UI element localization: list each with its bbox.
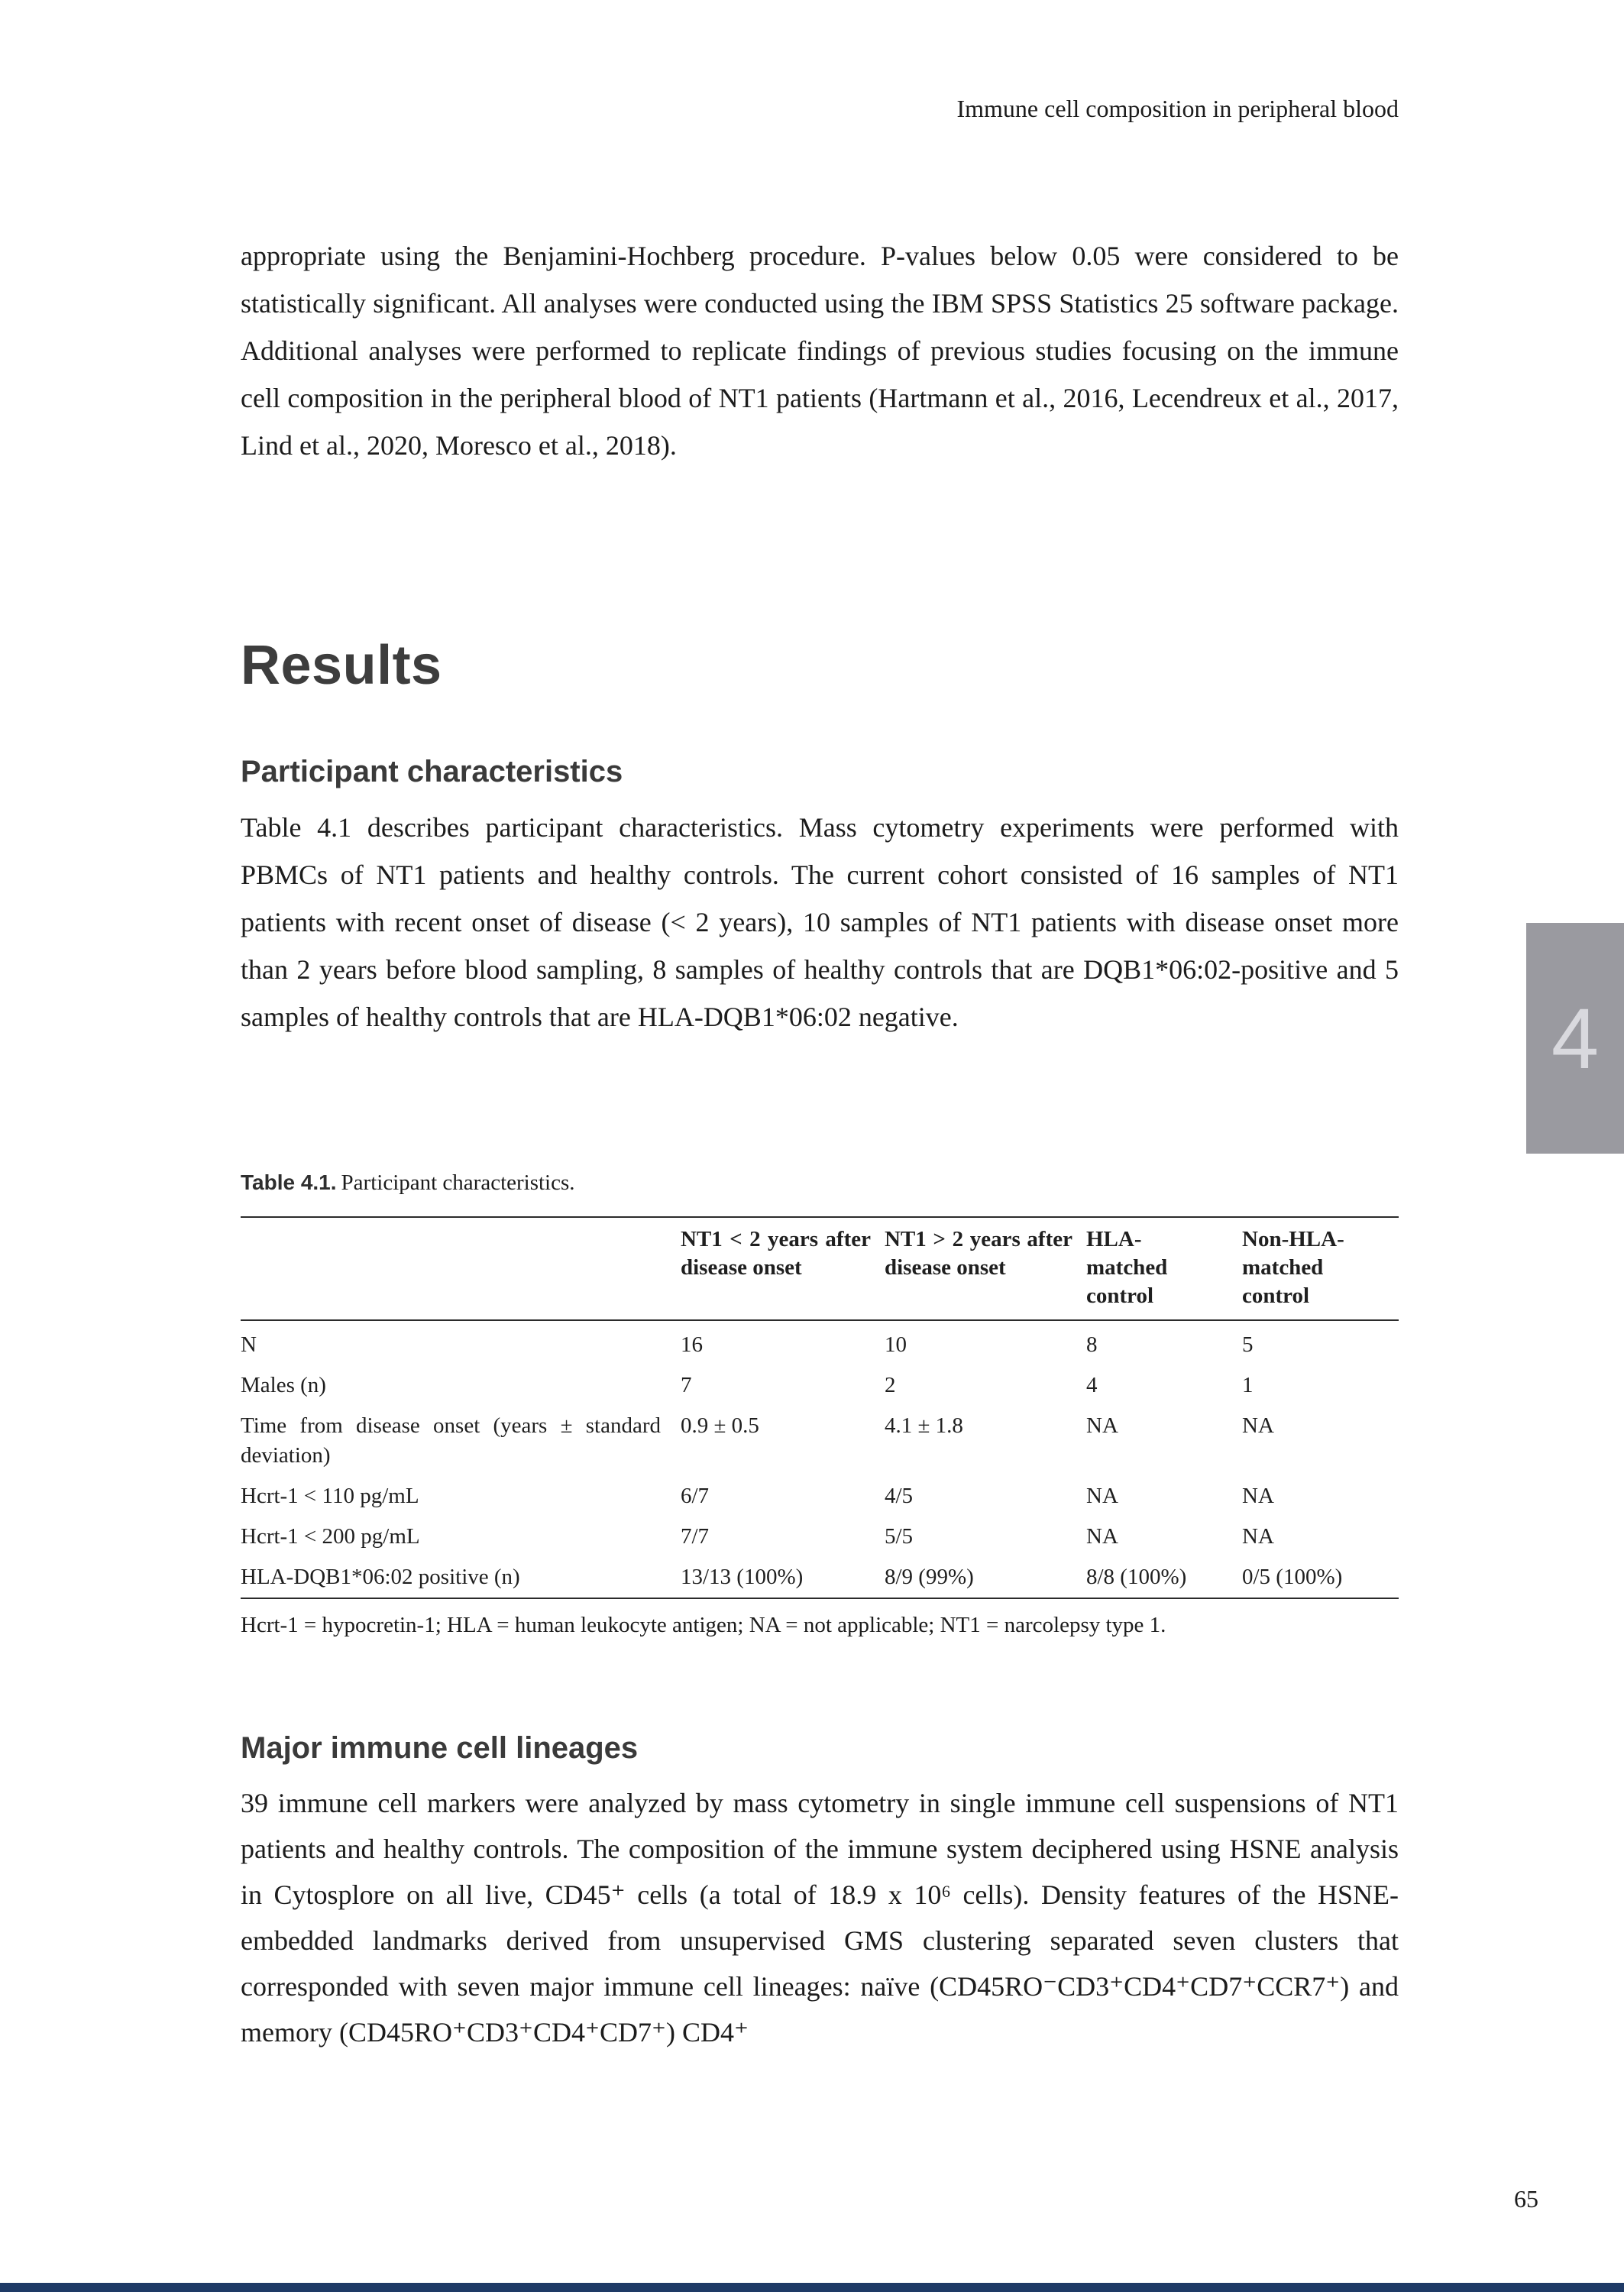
cell-value: NA — [1242, 1413, 1274, 1438]
cell-value: NA — [1242, 1484, 1274, 1508]
page-title-results: Results — [241, 635, 442, 696]
paragraph-methods: appropriate using the Benjamini-Hochberg procedure. P-values below 0.05 were considered to be statistically significant. All analyses were conducted using the IBM SPSS Statistics 25 software package. Additional analyses were performed to replicate findings of previous studies focusing on the immune cell composition in the peripheral blood of NT1 patients (Hartmann et al., 2016, Lecendreux et al., 2017, Lind et al., 2020, Moresco et al., 2018). — [241, 241, 1399, 461]
table-block — [241, 1216, 1399, 1640]
table-row-hcrt1-110 — [241, 1476, 1399, 1517]
cell-value: 5/5 — [885, 1524, 914, 1549]
section-heading-participant-characteristics: Participant characteristics — [241, 755, 623, 788]
table-caption-label: Table 4.1. — [241, 1170, 337, 1194]
cell-value: 7/7 — [681, 1524, 710, 1549]
table-row-hcrt1-200 — [241, 1517, 1399, 1557]
column-header-nt1-gt2: NT1 > 2 years after disease onset — [885, 1217, 1086, 1320]
cell-value: 4.1 ± 1.8 — [885, 1413, 963, 1438]
chapter-number: 4 — [1551, 990, 1600, 1086]
row-label: N — [241, 1332, 257, 1357]
column-header-stub — [241, 1217, 681, 1320]
table-row-n — [241, 1320, 1399, 1365]
cell-value: NA — [1086, 1524, 1118, 1549]
column-header-hla-matched: HLA-matched control — [1086, 1217, 1242, 1320]
cell-value: 8/8 (100%) — [1086, 1565, 1187, 1589]
table-row-time-from-onset — [241, 1406, 1399, 1476]
row-label: Time from disease onset (years ± standard deviation) — [241, 1413, 661, 1468]
column-header-nt1-lt2: NT1 < 2 years after disease onset — [681, 1217, 885, 1320]
cell-value: 16 — [681, 1332, 703, 1357]
running-head: Immune cell composition in peripheral blood — [956, 95, 1399, 122]
cell-value: 13/13 (100%) — [681, 1565, 804, 1589]
row-label: HLA-DQB1*06:02 positive (n) — [241, 1565, 520, 1589]
paragraph-major-immune-cell-lineages: 39 immune cell markers were analyzed by mass cytometry in single immune cell suspensions of NT1 patients and healthy controls. The composition of the immune system deciphered using HSNE analysis in Cytosplore on all live, CD45⁺ cells (a total of 18.9 x 10⁶ cells). Density features of the HSNE-embedded landmarks derived from unsupervised GMS clustering separated seven clusters that corresponded with seven major immune cell lineages: naïve (CD45RO⁻CD3⁺CD4⁺CD7⁺CCR7⁺) and memory (CD45RO⁺CD3⁺CD4⁺CD7⁺) CD4⁺ — [241, 1788, 1399, 2048]
cell-value: 8 — [1086, 1332, 1098, 1357]
row-label: Hcrt-1 < 110 pg/mL — [241, 1484, 419, 1508]
column-header-non-hla-matched: Non-HLA-matched control — [1242, 1217, 1399, 1320]
chapter-tab — [1526, 923, 1624, 1154]
cell-value: NA — [1242, 1524, 1274, 1549]
participant-characteristics-table — [241, 1216, 1399, 1599]
cell-value: 6/7 — [681, 1484, 710, 1508]
table-row-hla-dqb1-positive — [241, 1557, 1399, 1598]
paragraph-participant-characteristics: Table 4.1 describes participant characteristics. Mass cytometry experiments were performed with PBMCs of NT1 patients and healthy controls. The current cohort consisted of 16 samples of NT1 patients with recent onset of disease (< 2 years), 10 samples of NT1 patients with disease onset more than 2 years before blood sampling, 8 samples of healthy controls that are DQB1*06:02-positive and 5 samples of healthy controls that are HLA-DQB1*06:02 negative. — [241, 812, 1399, 1032]
cell-value: NA — [1086, 1484, 1118, 1508]
page-number: 65 — [1514, 2185, 1538, 2213]
cell-value: 1 — [1242, 1373, 1254, 1397]
cell-value: 0/5 (100%) — [1242, 1565, 1343, 1589]
table-caption — [241, 1170, 1399, 1196]
row-label: Males (n) — [241, 1373, 326, 1397]
cell-value: 5 — [1242, 1332, 1254, 1357]
cell-value: 4 — [1086, 1373, 1098, 1397]
table-header-row — [241, 1217, 1399, 1320]
section-heading-major-immune-cell-lineages: Major immune cell lineages — [241, 1731, 639, 1765]
cell-value: 2 — [885, 1373, 896, 1397]
cell-value: NA — [1086, 1413, 1118, 1438]
table-footnote: Hcrt-1 = hypocretin-1; HLA = human leukocyte antigen; NA = not applicable; NT1 = narcolepsy type 1. — [241, 1613, 1166, 1637]
table-caption-text: Participant characteristics. — [341, 1170, 575, 1195]
cell-value: 0.9 ± 0.5 — [681, 1413, 759, 1438]
cell-value: 7 — [681, 1373, 692, 1397]
row-label: Hcrt-1 < 200 pg/mL — [241, 1524, 420, 1549]
cell-value: 8/9 (99%) — [885, 1565, 974, 1589]
table-row-males — [241, 1365, 1399, 1406]
bottom-edge-strip — [0, 2283, 1624, 2292]
cell-value: 10 — [885, 1332, 907, 1357]
cell-value: 4/5 — [885, 1484, 914, 1508]
